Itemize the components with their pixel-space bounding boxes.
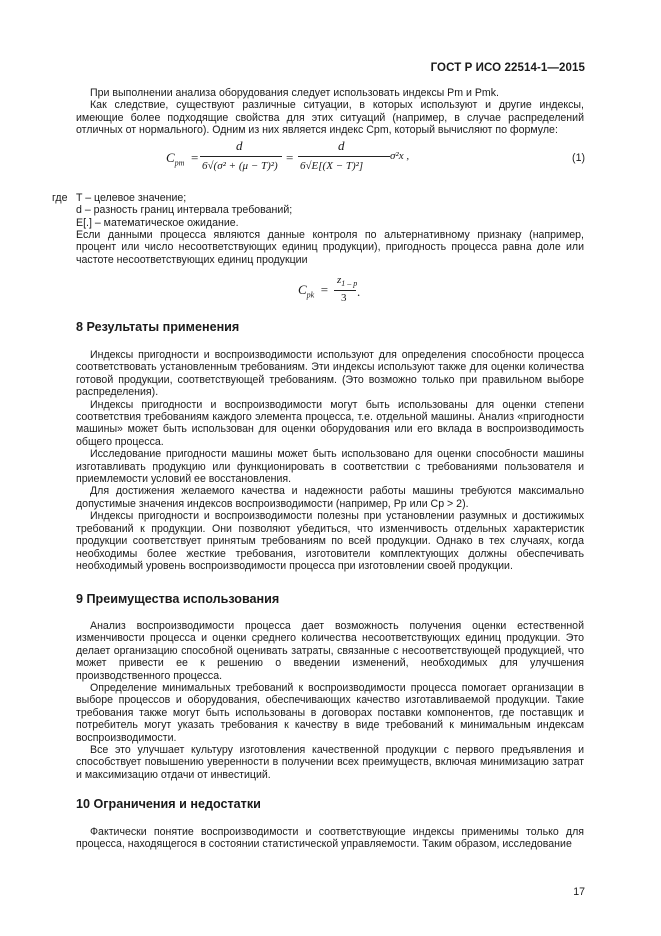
formula-1-num-b: d	[338, 138, 345, 153]
where-item-3: E[.] – математическое ожидание.	[76, 216, 239, 229]
section-9-title: 9 Преимущества использования	[76, 592, 280, 606]
formula-1-lhs: C	[166, 150, 175, 165]
section-9-paragraph-2: Определение минимальных требований к воспроизводимости процесса помогает организации в выборе процессов и оборудования, обеспечивающих качество изготавливаемой продукции. Такие требования также могут быть использованы в договорах поставки компонентов, где поставщик и потребитель могут указать требования к качеству в виде требований к минимальным индексам воспроизводимости.	[76, 682, 584, 744]
formula-2-den: 3	[341, 292, 347, 304]
formula-1-den-a: 6√(σ² + (μ − T)²)	[202, 160, 278, 172]
section-8-paragraph-5: Индексы пригодности и воспроизводимости полезны при установлении разумных и достижимых требований к продукции. Они позволяют убедиться, что изменчивость отдельных характеристик продукции соответствует принятым требованиям по всей продукции. Однако в тех случаях, когда необходимы более жесткие требования, изготовители комплектующих должны обеспечивать необходимый уровень воспроизводимости процесса при изготовлении своей продукции.	[76, 510, 584, 572]
running-header: ГОСТ Р ИСО 22514-1—2015	[430, 62, 585, 74]
section-10-title: 10 Ограничения и недостатки	[76, 797, 261, 811]
formula-1-num-a: d	[236, 138, 243, 153]
after-where-paragraph: Если данными процесса являются данные контроля по альтернативному признаку (например, процент или число несоответствующих единиц продукции), пригодность процесса равна доле или частоте несоответствующих единиц продукции	[76, 229, 584, 266]
formula-1-lhs-sub: pm	[174, 158, 185, 168]
intro-block	[76, 87, 584, 137]
formula-1-number: (1)	[572, 152, 585, 164]
section-8-body	[76, 349, 584, 572]
section-8-paragraph-4: Для достижения желаемого качества и надежности работы машины требуются максимально допустимые значения индексов воспроизводимости (например, Pp или Cp > 2).	[76, 485, 584, 510]
section-8-paragraph-1: Индексы пригодности и воспроизводимости используют для определения способности процесса соответствовать установленным требованиям. Эти индексы используют также для оценки количества готовой продукции, соответствующей требованиям. (Это возможно только при правильном выборе распределения).	[76, 349, 584, 399]
section-9-body	[76, 620, 584, 781]
where-label: где	[52, 192, 68, 204]
formula-2-tail: .	[357, 284, 361, 299]
document-page: ГОСТ Р ИСО 22514-1—2015 При выполнении анализа оборудования следует использовать индексы Pm и Pmk. Как следствие, существуют различные ситуации, в которых используют и другие индексы, имеющие более подходящие свойства для этих ситуаций (например, в случае распределений отличных от нормального). Одним из них является индекс Cpm, который вычисляют по формуле: $C_{pm}$ = d 6√(σ² + (μ − T)²) = d 6√E[(X − T)²] σ²x , (1) где T – целевое значение; d – разность границ интервала требований; E[.] – математическое ожидание. Если данными процесса являются данные контроля по альтернативному признаку (например, процент или число несоответствующих единиц продукции), пригодность процесса равна доле или частоте несоответствующих единиц продукции $C_{pk}$ = $z_{1 - p}$ 3 . 8 Результаты применения Индексы пригодности и воспроизводимости используют для определения способности процесса соответствовать установленным требованиям. Эти индексы используют также для оценки количества готовой продукции, соответствующей требованиям. (Это возможно только при правильном выборе распределения). Индексы пригодности и воспроизводимости могут быть использованы для оценки степени соответствия требованиям каждого элемента процесса, т.е. отдельной машины. Анализ «пригодности машины» может быть использован для оценки оборудования или его вклада в воспроизводимость общего процесса. Исследование пригодности машины может быть использовано для оценки способности машины изготавливать продукцию или функционировать в соответствии с требованиями пользователя и приемлемости условий ее восстановления. Для достижения желаемого качества и надежности работы машины требуются максимально допустимые значения индексов воспроизводимости (например, Pp или Cp > 2). Индексы пригодности и воспроизводимости полезны при установлении разумных и достижимых требований к продукции. Они позволяют убедиться, что изменчивость отдельных характеристик продукции соответствует принятым требованиям по всей продукции. Однако в тех случаях, когда необходимы более жесткие требования, изготовители комплектующих должны обеспечивать необходимый уровень воспроизводимости процесса при изготовлении своей продукции. 9 Преимущества использования Анализ воспроизводимости процесса дает возможность получения оценки естественной изменчивости процесса и оценки среднего количества несоответствующих единиц продукции. Это делает организацию способной оценивать затраты, связанные с несоответствующей продукцией, что может привести ее к решению о введении изменений, необходимых для улучшения производственного процесса. Определение минимальных требований к воспроизводимости процесса помогает организации в выборе процессов и оборудования, обеспечивающих качество изготавливаемой продукции. Такие требования также могут быть использованы в договорах поставки компонентов, где поставщик и потребитель могут указать требования к качеству в виде требований к минимальным индексам воспроизводимости. Все это улучшает культуру изготовления качественной продукции с первого предъявления и способствует повышению уверенности в получении всех преимуществ, включая минимизацию затрат и максимизацию отдачи от инвестиций. 10 Ограничения и недостатки Фактически понятие воспроизводимости и соответствующие индексы применимы только для процесса, находящегося в состоянии статистической управляемости. Таким образом, исследование 17	[52, 62, 585, 898]
intro-paragraph-2: Как следствие, существуют различные ситуации, в которых используют и другие индексы, имеющие более подходящие свойства для этих ситуаций (например, в случае распределений отличных от нормального). Одним из них является индекс Cpm, который вычисляют по формуле:	[76, 99, 584, 137]
formula-1-den-b: 6√E[(X − T)²]	[300, 160, 364, 172]
section-8-paragraph-3: Исследование пригодности машины может быть использовано для оценки способности машины изготавливать продукцию или функционировать в соответствии с требованиями пользователя и приемлемости условий ее восстановления.	[76, 448, 584, 486]
section-8-paragraph-2: Индексы пригодности и воспроизводимости могут быть использованы для оценки степени соответствия требованиям каждого элемента процесса, т.е. отдельной машины. Анализ «пригодности машины» может быть использован для оценки оборудования или его вклада в воспроизводимость общего процесса.	[76, 398, 584, 448]
where-item-1: T – целевое значение;	[76, 192, 187, 204]
after-where-block	[76, 229, 584, 266]
formula-2-lhs: C	[298, 282, 307, 297]
formula-1-tail: σ²x ,	[390, 150, 410, 162]
formula-2-num: z	[337, 274, 342, 286]
formula-2-lhs-sub: pk	[306, 290, 315, 300]
section-8-title: 8 Результаты применения	[76, 320, 240, 334]
section-9-paragraph-3: Все это улучшает культуру изготовления качественной продукции с первого предъявления и способствует повышению уверенности в получении всех преимуществ, включая минимизацию затрат и максимизацию отдачи от инвестиций.	[76, 744, 584, 781]
section-9-paragraph-1: Анализ воспроизводимости процесса дает возможность получения оценки естественной изменчивости процесса и оценки среднего количества несоответствующих единиц продукции. Это делает организацию способной оценивать затраты, связанные с несоответствующей продукцией, что может привести ее к решению о введении изменений, необходимых для улучшения производственного процесса.	[76, 620, 584, 682]
where-list	[76, 192, 292, 229]
section-10-paragraph-1: Фактически понятие воспроизводимости и соответствующие индексы применимы только для процесса, находящегося в состоянии статистической управляемости. Таким образом, исследование	[76, 826, 584, 851]
where-item-2: d – разность границ интервала требований;	[76, 204, 293, 217]
section-10-body	[76, 826, 584, 851]
page-number: 17	[573, 886, 585, 898]
intro-paragraph-1: При выполнении анализа оборудования следует использовать индексы Pm и Pmk.	[90, 87, 500, 99]
formula-2-num-sub: 1 – p	[341, 279, 358, 289]
